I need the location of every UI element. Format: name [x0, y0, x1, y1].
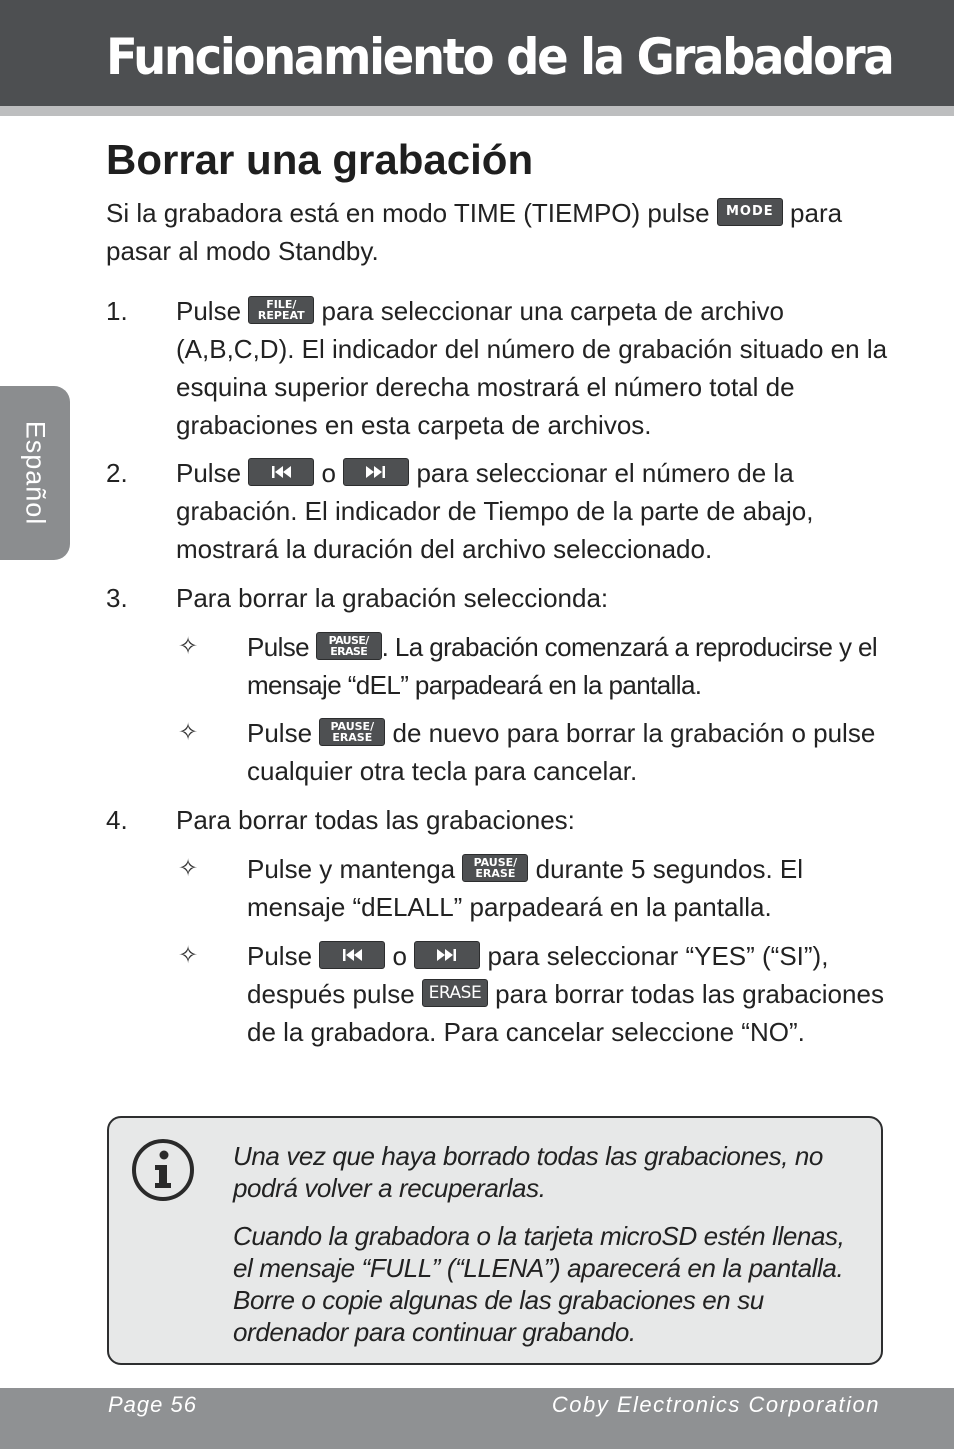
language-tab — [0, 386, 70, 560]
bullet-description: de nuevo para borrar la grabación o pulse cualquier otra tecla para cancelar. — [247, 718, 876, 786]
pulse-word: Pulse — [247, 718, 313, 748]
step-4-bullet-1 — [247, 850, 887, 926]
skip-back-icon — [319, 941, 385, 969]
skip-forward-icon — [414, 941, 480, 969]
step-1-text — [176, 292, 888, 444]
bullet-description: para seleccionar “YES” (“SI”), después pulse — [247, 941, 829, 1009]
language-tab-label: Español — [20, 420, 51, 526]
step-4-bullet-2 — [247, 937, 887, 1051]
step-1-description: para seleccionar una carpeta de archivo (A,B,C,D). El indicador del número de grabación situado en la esquina superior derecha mostrará el número total de grabaciones en esta carpeta de archivos. — [176, 296, 888, 440]
company-name: Coby Electronics Corporation — [551, 1392, 880, 1417]
pulse-word: Pulse — [176, 296, 242, 326]
header-divider — [0, 106, 954, 116]
bullet-description: durante 5 segundos. El mensaje “dELALL” parpadeará en la pantalla. — [247, 854, 804, 922]
page-number: Page 56 — [108, 1392, 197, 1417]
info-icon — [131, 1138, 195, 1202]
erase-button-icon: ERASE — [422, 979, 488, 1007]
step-3-text: Para borrar la grabación seleccionda: — [176, 583, 609, 613]
bullet-description: . La grabación comenzará a reproducirse y el mensaje “dEL” parpadeará en la pantalla. — [247, 632, 877, 700]
page-header — [0, 0, 954, 106]
pause-erase-button-icon: PAUSE/ ERASE — [316, 632, 382, 660]
step-3-bullet-1 — [247, 628, 887, 704]
pulse-word: Pulse — [176, 458, 242, 488]
pulse-word: Pulse y mantenga — [247, 854, 456, 884]
step-4-text: Para borrar todas las grabaciones: — [176, 805, 575, 835]
skip-forward-icon — [343, 458, 409, 486]
bullet-icon: ✧ — [178, 633, 199, 660]
step-3-bullet-2 — [247, 714, 887, 790]
step-2-text — [176, 454, 888, 568]
bullet-description-end: para borrar todas las grabaciones de la grabadora. Para cancelar seleccione “NO”. — [247, 979, 884, 1047]
page-title: Funcionamiento de la Grabadora — [106, 28, 893, 86]
section-title: Borrar una grabación — [106, 136, 534, 183]
note-paragraph-1: Una vez que haya borrado todas las grabaciones, no podrá volver a recuperarlas. — [233, 1141, 823, 1203]
pause-erase-button-icon: PAUSE/ ERASE — [462, 854, 528, 882]
step-number: 2. — [106, 458, 128, 488]
intro-text: Si la grabadora está en modo TIME (TIEMPO) pulse — [106, 198, 710, 228]
bullet-icon: ✧ — [178, 855, 199, 882]
step-number: 4. — [106, 805, 128, 835]
pulse-word: Pulse — [247, 941, 313, 971]
bullet-icon: ✧ — [178, 942, 199, 969]
step-number: 3. — [106, 583, 128, 613]
note-paragraph-2: Cuando la grabadora o la tarjeta microSD estén llenas, el mensaje “FULL” (“LLENA”) aparecerá en la pantalla. Borre o copie algunas de las grabaciones en su ordenador para continuar grabando. — [233, 1221, 845, 1347]
step-2-description: para seleccionar el número de la grabación. El indicador de Tiempo de la parte de abajo, mostrará la duración del archivo seleccionado. — [176, 458, 814, 564]
bullet-icon: ✧ — [178, 719, 199, 746]
pause-erase-button-icon: PAUSE/ ERASE — [319, 718, 385, 746]
file-repeat-button-icon: FILE/ REPEAT — [248, 296, 314, 324]
info-note-box — [107, 1116, 883, 1365]
skip-back-icon — [248, 458, 314, 486]
pulse-word: Pulse — [247, 632, 310, 662]
intro-text-after: para pasar al modo Standby. — [106, 198, 843, 266]
or-word: o — [321, 458, 336, 488]
or-word: o — [392, 941, 407, 971]
intro-paragraph — [106, 194, 886, 270]
mode-button-icon: MODE — [717, 198, 783, 226]
step-number: 1. — [106, 296, 128, 326]
